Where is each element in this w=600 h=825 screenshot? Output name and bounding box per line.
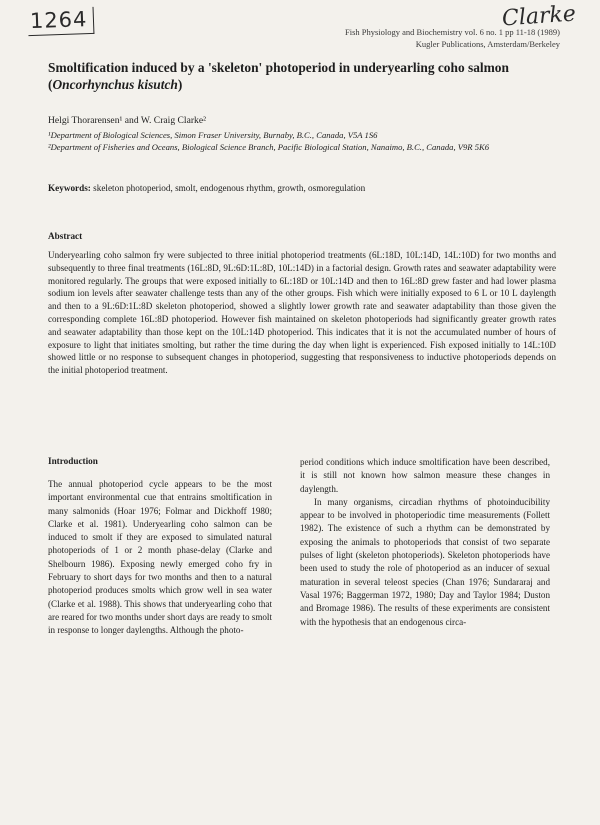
keywords-list: skeleton photoperiod, smolt, endogenous rhythm, growth, osmoregulation [93, 183, 366, 193]
introduction-column-right [300, 456, 550, 629]
affiliation-2: ²Department of Fisheries and Oceans, Biological Science Branch, Pacific Biological Station, Nanaimo, B.C., Canada, V9R 5K6 [48, 141, 490, 152]
keywords-label: Keywords: [48, 183, 91, 193]
introduction-column-left [48, 478, 272, 638]
species-name: Oncorhynchus kisutch [52, 77, 178, 92]
abstract-heading: Abstract [48, 231, 83, 241]
title-text: Smoltification induced by a 'skeleton' photoperiod in underyearling coho salmon ( [48, 60, 509, 92]
keywords-line [48, 183, 365, 193]
intro-paragraph-1-continued: period conditions which induce smoltification have been described, it is still not known how salmon measure these changes in daylength. [300, 457, 550, 494]
handwritten-page-number: 1264 [28, 7, 95, 36]
publisher-line: Kugler Publications, Amsterdam/Berkeley [415, 39, 560, 49]
article-title [48, 59, 558, 93]
handwritten-signature: Clarke [501, 1, 577, 32]
journal-citation-line: Fish Physiology and Biochemistry vol. 6 no. 1 pp 11-18 (1989) [344, 27, 560, 37]
title-close: ) [177, 77, 183, 92]
abstract-body: Underyearling coho salmon fry were subjected to three initial photoperiod treatments (6L:18D, 10L:14D, 14L:10D) for two months and subsequently to three final treatments (16L:8D, 9L:6D:1L:8D, 10L:14D) in a factorial design. Growth rates and seawater adaptability were monitored regularly. The groups that were exposed initially to 6L:18D or 10L:14D and then to 16L:8D grew faster and had lower plasma sodium ion levels after seawater challenge tests than any of the other groups. Fish which were initially exposed to 6 L or 10 L daylength and then to a 9L:6D:1L:8D skeleton photoperiod, showed a slightly lower growth rate and seawater adaptability than those given the corresponding complete 16L:8D photoperiod. However fish maintained on skeleton photoperiods had significantly greater growth rates and seawater adaptability than those kept on the 10L:14D photoperiod. This indicates that it is not the accumulated number of hours of exposure to light that initiates smolting, but rather the time during the day when light is experienced. Fish exposed initially to 14L:10D showed little or no response to subsequent changes in photoperiod, suggesting that responsiveness to inductive photoperiods depends on the initial photoperiod treatment. [48, 250, 556, 376]
introduction-heading: Introduction [48, 456, 98, 466]
intro-paragraph-2: In many organisms, circadian rhythms of photoinducibility appear to be involved in photoperiodic time measurements (Follett 1982). The existence of such a rhythm can be demonstrated by exposing the animals to photoperiods that consist of two separate pulses of light (skeleton photoperiods). Skeleton photoperiods have been used to study the role of photoperiod as an inducer of sexual maturation in several teleost species (Chan 1976; Sundararaj and Vasal 1976; Baggerman 1972, 1980; Day and Taylor 1984; Duston and Bromage 1986). The results of these experiments are consistent with the hypothesis that an endogenous circa- [300, 496, 550, 627]
intro-paragraph-1: The annual photoperiod cycle appears to be the most important environmental cue that entrains smoltification in many salmonids (Hoar 1976; Folmar and Dickhoff 1980; Clarke et al. 1981). Underyearling coho salmon can be induced to smolt if they are exposed to simulated natural photoperiods of 1 or 2 month phase-delay (Clarke and Shelbourn 1986). Exposing newly emerged coho fry in February to short days for two months and then to a natural photoperiod produces smolts which grow well in sea water (Clarke et al. 1988). This shows that underyearling coho that are reared for two months under short days are ready to smolt in response to longer daylengths. Although the photo- [48, 479, 272, 636]
journal-citation [320, 26, 560, 50]
author-list: Helgi Thorarensen¹ and W. Craig Clarke² [48, 115, 206, 126]
affiliation-1: ¹Department of Biological Sciences, Simon Fraser University, Burnaby, B.C., Canada, V5A 1S6 [48, 130, 378, 140]
affiliations [48, 130, 548, 153]
